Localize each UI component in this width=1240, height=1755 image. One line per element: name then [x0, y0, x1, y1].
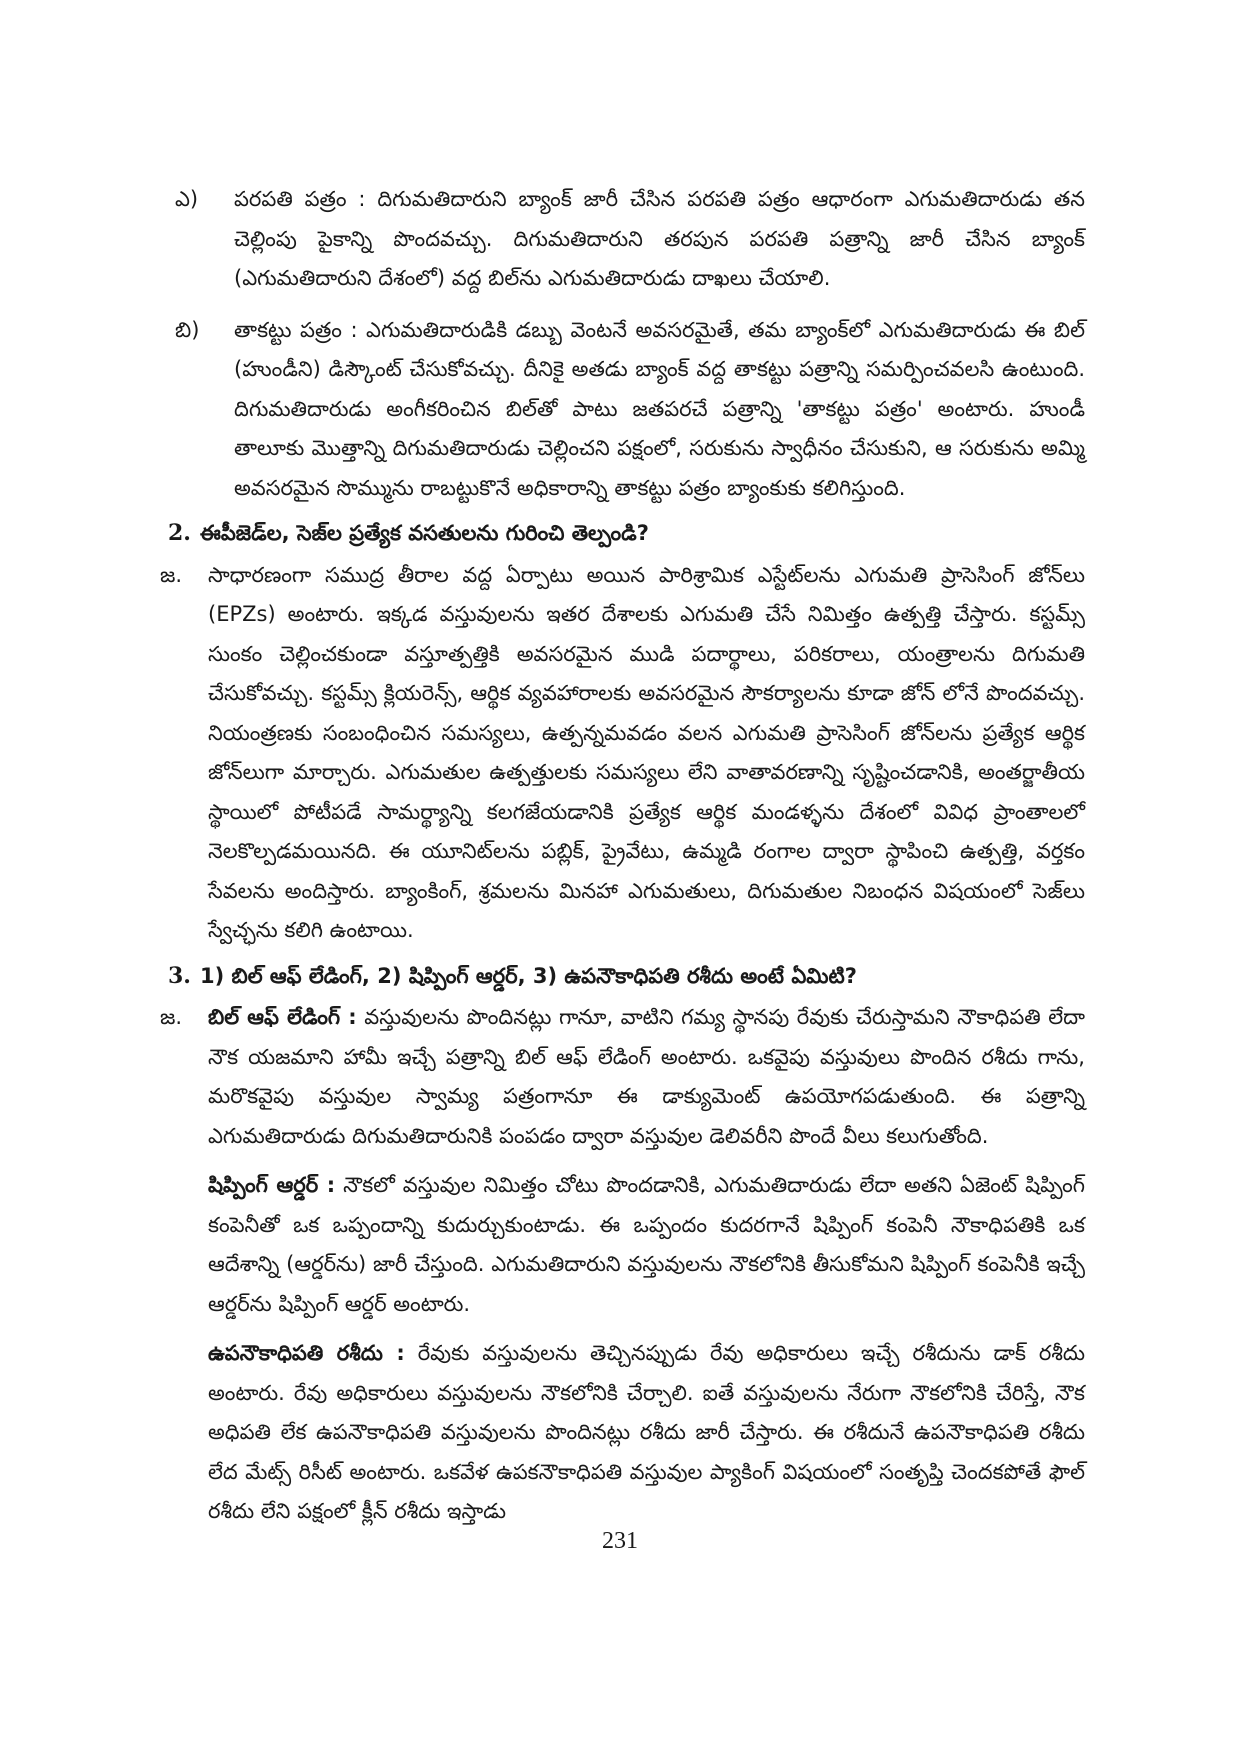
question-3 — [160, 957, 1085, 997]
question-number: 2. — [168, 520, 191, 546]
sub-item-a — [160, 180, 1085, 299]
page-content — [160, 180, 1085, 1532]
question-number: 3. — [168, 962, 191, 989]
answer-marker: జ. — [160, 562, 183, 587]
sub-item-marker: ఎ) — [175, 187, 199, 211]
question-text: 1) బిల్ ఆఫ్ లేడింగ్, 2) షిప్పింగ్ ఆర్డర్, 3) ఉపనౌకాధిపతి రశీదు అంటే ఏమిటి? — [200, 963, 857, 988]
paragraph-text: రేవుకు వస్తువులను తెచ్చినప్పుడు రేవు అధికారులు ఇచ్చే రశీదును డాక్ రశీదు అంటారు. రేవు అధికారులు వస్తువులను నౌకలోనికి చేర్చాలి. ఐతే వస్తువులను నేరుగా నౌకలోనికి చేరిస్తే, నౌక అధిపతి లేక ఉపనౌకాధిపతి వస్తువులను పొందినట్లు రశీదు జారీ చేస్తారు. ఈ రశీదునే ఉపనౌకాధిపతి రశీదు లేద మేట్స్ రిసీట్ అంటారు. ఒకవేళ ఉపకనౌకాధిపతి వస్తువుల ప్యాకింగ్ విషయంలో సంతృప్తి చెందకపోతే ఫౌల్ రశీదు లేని పక్షంలో క్లీన్ రశీదు ఇస్తాడు — [208, 1341, 1085, 1523]
sub-item-text: తాకట్టు పత్రం : ఎగుమతిదారుడికి డబ్బు వెంటనే అవసరమైతే, తమ బ్యాంక్‌లో ఎగుమతిదారుడు ఈ బిల్ (హుండీని) డిస్కౌంట్ చేసుకోవచ్చు. దీనికై అతడు బ్యాంక్ వద్ద తాకట్టు పత్రాన్ని సమర్పించవలసి ఉంటుంది. దిగుమతిదారుడు అంగీకరించిన బిల్‌తో పాటు జతపరచే పత్రాన్ని 'తాకట్టు పత్రం' అంటారు. హుండీ తాలూకు మొత్తాన్ని దిగుమతిదారుడు చెల్లించని పక్షంలో, సరుకును స్వాధీనం చేసుకుని, ఆ సరుకును అమ్మి అవసరమైన సొమ్మును రాబట్టుకొనే అధికారాన్ని తాకట్టు పత్రం బ్యాంకుకు కలిగిస్తుంది. — [234, 317, 1085, 500]
answer-paragraph-bill-of-lading — [208, 998, 1085, 1156]
sub-item-marker: బి) — [175, 317, 200, 342]
answer-marker: జ. — [160, 1005, 183, 1029]
answer-paragraph-shipping-order — [208, 1166, 1085, 1324]
answer-2 — [160, 556, 1085, 951]
sub-item-b — [160, 311, 1085, 509]
question-2 — [160, 514, 1085, 554]
term-heading: ఉపనౌకాధిపతి రశీదు : — [208, 1341, 405, 1365]
sub-item-text: పరపతి పత్రం : దిగుమతిదారుని బ్యాంక్ జారీ చేసిన పరపతి పత్రం ఆధారంగా ఎగుమతిదారుడు తన చెల్లింపు పైకాన్ని పొందవచ్చు. దిగుమతిదారుని తరపున పరపతి పత్రాన్ని జారీ చేసిన బ్యాంక్ (ఎగుమతిదారుని దేశంలో) వద్ద బిల్‌ను ఎగుమతిదారుడు దాఖలు చేయాలి. — [234, 187, 1085, 290]
answer-paragraph-mates-receipt — [208, 1334, 1085, 1532]
answer-text: సాధారణంగా సముద్ర తీరాల వద్ద ఏర్పాటు అయిన పారిశ్రామిక ఎస్టేట్‌లను ఎగుమతి ప్రాసెసింగ్ జోన్‌లు (EPZs) అంటారు. ఇక్కడ వస్తువులను ఇతర దేశాలకు ఎగుమతి చేసే నిమిత్తం ఉత్పత్తి చేస్తారు. కస్టమ్స్ సుంకం చెల్లించకుండా వస్తూత్పత్తికి అవసరమైన ముడి పదార్థాలు, పరికరాలు, యంత్రాలను దిగుమతి చేసుకోవచ్చు. కస్టమ్స్ క్లియరెన్స్, ఆర్థిక వ్యవహారాలకు అవసరమైన సౌకర్యాలను కూడా జోన్ లోనే పొందవచ్చు. నియంత్రణకు సంబంధించిన సమస్యలు, ఉత్పన్నమవడం వలన ఎగుమతి ప్రాసెసింగ్ జోన్‌లను ప్రత్యేక ఆర్థిక జోన్‌లుగా మార్చారు. ఎగుమతుల ఉత్పత్తులకు సమస్యలు లేని వాతావరణాన్ని సృష్టించడానికి, అంతర్జాతీయ స్థాయిలో పోటీపడే సామర్థ్యాన్ని కలగజేయడానికి ప్రత్యేక ఆర్థిక మండళ్ళను దేశంలో వివిధ ప్రాంతాలలో నెలకొల్పడమయినది. ఈ యూనిట్‌లను పబ్లిక్, ప్రైవేటు, ఉమ్మడి రంగాల ద్వారా స్థాపించి ఉత్పత్తి, వర్తకం సేవలను అందిస్తారు. బ్యాంకింగ్, శ్రమలను మినహా ఎగుమతులు, దిగుమతుల నిబంధన విషయంలో సెజ్‌లు స్వేచ్ఛను కలిగి ఉంటాయి. — [208, 562, 1085, 942]
term-heading: బిల్ ఆఫ్ లేడింగ్ : — [208, 1005, 357, 1029]
page-number: 231 — [602, 1528, 638, 1554]
paragraph-text: వస్తువులను పొందినట్లు గానూ, వాటిని గమ్య స్థానపు రేవుకు చేరుస్తామని నౌకాధిపతి లేదా నౌక యజమాని హామీ ఇచ్చే పత్రాన్ని బిల్ ఆఫ్ లేడింగ్ అంటారు. ఒకవైపు వస్తువులు పొందిన రశీదు గాను, మరొకవైపు వస్తువుల స్వామ్య పత్రంగానూ ఈ డాక్యుమెంట్ ఉపయోగపడుతుంది. ఈ పత్రాన్ని ఎగుమతిదారుడు దిగుమతిదారునికి పంపడం ద్వారా వస్తువుల డెలివరీని పొందే వీలు కలుగుతోంది. — [208, 1005, 1085, 1148]
answer-3 — [160, 998, 1085, 1532]
paragraph-text: నౌకలో వస్తువుల నిమిత్తం చోటు పొందడానికి, ఎగుమతిదారుడు లేదా అతని ఏజెంట్ షిప్పింగ్ కంపెనీతో ఒక ఒప్పందాన్ని కుదుర్చుకుంటాడు. ఈ ఒప్పందం కుదరగానే షిప్పింగ్ కంపెనీ నౌకాధిపతికి ఒక ఆదేశాన్ని (ఆర్డర్‌ను) జారీ చేస్తుంది. ఎగుమతిదారుని వస్తువులను నౌకలోనికి తీసుకోమని షిప్పింగ్ కంపెనీకి ఇచ్చే ఆర్డర్‌ను షిప్పింగ్ ఆర్డర్ అంటారు. — [208, 1173, 1085, 1316]
term-heading: షిప్పింగ్ ఆర్డర్ : — [208, 1173, 336, 1197]
question-text: ఈపీజెడ్‌ల, సెజ్‌ల ప్రత్యేక వసతులను గురించి తెల్పండి? — [200, 521, 649, 545]
